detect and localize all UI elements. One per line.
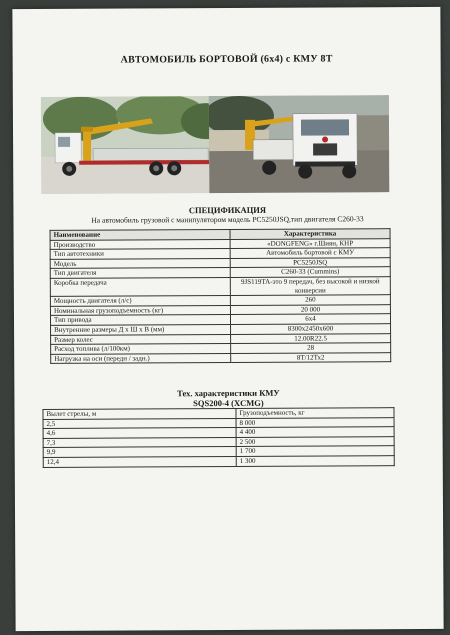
row-value: 4 400 (236, 427, 394, 437)
row-value: 20 000 (230, 304, 390, 314)
row-value: «DONGFENG» г.Шиян, КНР (230, 238, 390, 248)
row-label: Модель (50, 258, 230, 269)
row-label: Тип автотехники (50, 249, 230, 260)
crane-heading-line1: Тех. характеристики КМУ (177, 387, 280, 399)
row-value: 8Т/12Тх2 (231, 352, 391, 362)
row-label: 12,4 (43, 456, 236, 467)
spec-heading: СПЕЦИФИКАЦИЯ (188, 204, 267, 216)
crane-heading (14, 387, 442, 409)
spec-table (50, 228, 392, 364)
row-value: 9JS119TA-это 9 передач, без высокой и низкой конверсии (230, 277, 390, 296)
row-label: Производство (50, 239, 230, 250)
table-row (50, 277, 390, 297)
row-value: 8 000 (236, 417, 394, 427)
column-header-characteristic: Характеристика (230, 229, 390, 239)
row-value: Грузоподъемность, кг (236, 408, 394, 418)
truck-front-photo (209, 95, 390, 193)
spec-subheading: На автомобиль грузовой с манипулятором модель PC5250JSQ,тип двигателя C260-33 (91, 214, 364, 225)
row-value: 1 300 (236, 456, 394, 466)
row-label: 9,9 (43, 447, 236, 458)
row-label: Расход топлива (л/100км) (51, 344, 231, 355)
row-label: 7,3 (43, 437, 236, 448)
row-value: C260-33 (Cummins) (230, 267, 390, 277)
row-value: 1 700 (236, 446, 394, 456)
row-value: 28 (231, 343, 391, 353)
row-label: Размер колес (51, 334, 231, 345)
row-label: Вылет стрелы, м (43, 408, 236, 419)
row-value: PC5250JSQ (230, 257, 390, 267)
row-value: 2 500 (236, 436, 394, 446)
row-label: Коробка передача (50, 277, 230, 296)
truck-side-photo (41, 96, 218, 194)
row-value: 8300x2450x600 (231, 324, 391, 334)
document-title: АВТОМОБИЛЬ БОРТОВОЙ (6х4) с КМУ 8Т (120, 53, 333, 66)
row-label: Номинальная грузоподъемность (кг) (50, 305, 230, 316)
row-label: 4,6 (43, 428, 236, 439)
row-label: Мощность двигателя (л/с) (50, 296, 230, 307)
row-label: Нагрузка на оси (передн / задн.) (51, 353, 231, 364)
crane-heading-line2: SQS200-4 (XCMG) (193, 397, 264, 409)
row-value: 12.00R22.5 (231, 333, 391, 343)
row-label: Тип двигателя (50, 268, 230, 279)
row-value: Автомобиль бортовой с КМУ (230, 248, 390, 258)
row-label: Внутренние размеры Д х Ш х В (мм) (51, 324, 231, 335)
crane-table (42, 407, 394, 467)
row-value: 260 (230, 295, 390, 305)
row-label: 2,5 (43, 418, 236, 429)
row-label: Тип привода (50, 315, 230, 326)
table-row (43, 456, 394, 467)
column-header-name: Наименование (50, 229, 230, 240)
table-row (51, 352, 391, 363)
row-value: 6x4 (230, 314, 390, 324)
document-page (12, 7, 443, 631)
